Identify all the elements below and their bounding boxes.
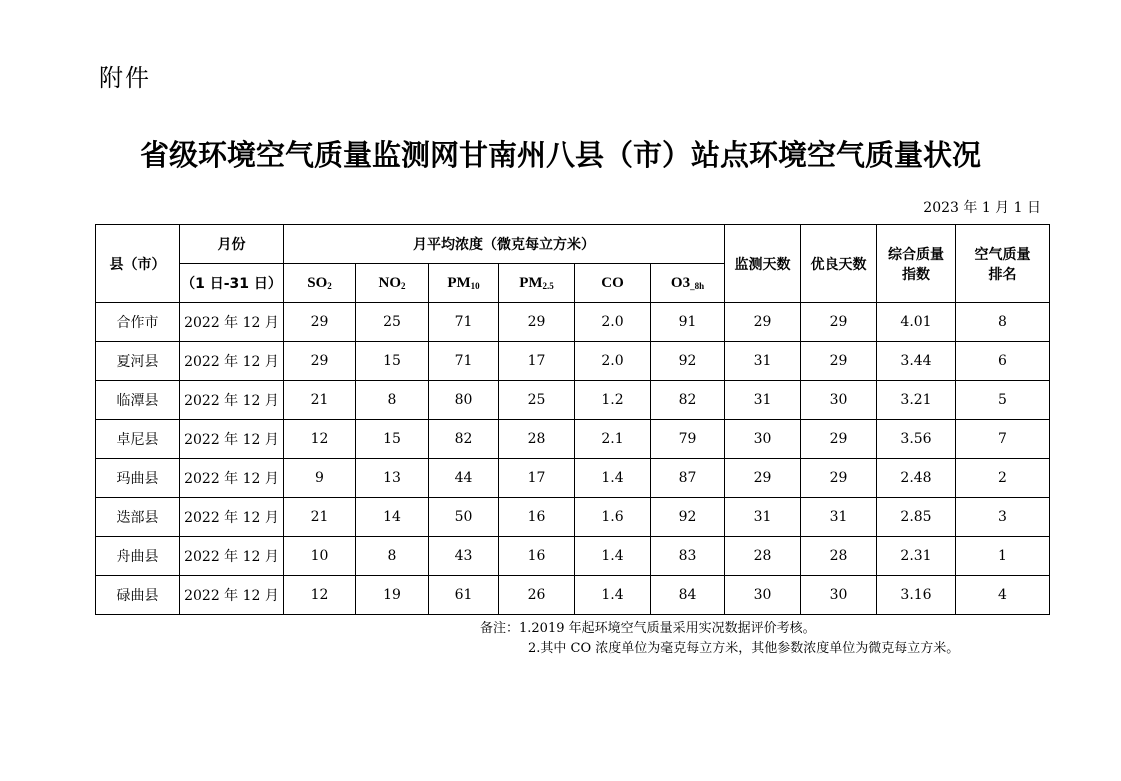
table-row — [96, 537, 1050, 576]
note-line-1: 备注：1.2019 年起环境空气质量采用实况数据评价考核。 — [480, 621, 816, 636]
cell-co: 1.4 — [575, 537, 651, 576]
cell-month: 2022 年 12 月 — [180, 459, 284, 498]
cell-no2: 8 — [356, 381, 429, 420]
cell-monitor: 31 — [725, 342, 801, 381]
cell-good: 29 — [801, 342, 877, 381]
document-date: 2023 年 1 月 1 日 — [923, 200, 1041, 216]
cell-so2: 29 — [284, 342, 356, 381]
cell-o3: 91 — [651, 303, 725, 342]
cell-monitor: 29 — [725, 303, 801, 342]
cell-good: 31 — [801, 498, 877, 537]
cell-o3: 92 — [651, 498, 725, 537]
cell-o3: 87 — [651, 459, 725, 498]
cell-o3: 92 — [651, 342, 725, 381]
cell-county: 迭部县 — [96, 498, 180, 537]
cell-monitor: 30 — [725, 576, 801, 615]
cell-pm10: 43 — [429, 537, 499, 576]
cell-pm10: 80 — [429, 381, 499, 420]
cell-county: 夏河县 — [96, 342, 180, 381]
header-param-o3 — [651, 264, 725, 303]
cell-monitor: 29 — [725, 459, 801, 498]
cell-county: 合作市 — [96, 303, 180, 342]
cell-county: 卓尼县 — [96, 420, 180, 459]
cell-no2: 14 — [356, 498, 429, 537]
header-monitor-days: 监测天数 — [725, 225, 801, 303]
cell-rank: 4 — [956, 576, 1050, 615]
header-good-days: 优良天数 — [801, 225, 877, 303]
cell-pm10: 50 — [429, 498, 499, 537]
cell-county: 舟曲县 — [96, 537, 180, 576]
header-month: 月份 — [180, 225, 284, 264]
header-param-subscript: 2 — [327, 280, 332, 291]
cell-no2: 8 — [356, 537, 429, 576]
air-quality-table — [95, 224, 1050, 615]
cell-county: 临潭县 — [96, 381, 180, 420]
cell-index: 3.56 — [877, 420, 956, 459]
cell-county: 玛曲县 — [96, 459, 180, 498]
cell-rank: 5 — [956, 381, 1050, 420]
cell-pm25: 28 — [499, 420, 575, 459]
cell-co: 1.4 — [575, 459, 651, 498]
header-quality-index-line2: 指数 — [902, 266, 930, 283]
cell-pm10: 82 — [429, 420, 499, 459]
cell-index: 4.01 — [877, 303, 956, 342]
cell-good: 30 — [801, 381, 877, 420]
cell-pm10: 44 — [429, 459, 499, 498]
cell-month: 2022 年 12 月 — [180, 576, 284, 615]
cell-o3: 83 — [651, 537, 725, 576]
header-month-range: （1 日-31 日） — [180, 264, 284, 303]
cell-rank: 2 — [956, 459, 1050, 498]
table-row — [96, 381, 1050, 420]
notes — [480, 619, 959, 659]
cell-so2: 21 — [284, 381, 356, 420]
table-row — [96, 459, 1050, 498]
cell-rank: 7 — [956, 420, 1050, 459]
document-title: 省级环境空气质量监测网甘南州八县（市）站点环境空气质量状况 — [139, 138, 981, 172]
cell-month: 2022 年 12 月 — [180, 381, 284, 420]
cell-co: 2.1 — [575, 420, 651, 459]
cell-index: 2.48 — [877, 459, 956, 498]
cell-good: 30 — [801, 576, 877, 615]
cell-so2: 9 — [284, 459, 356, 498]
header-param-subscript: 2.5 — [542, 280, 554, 291]
header-rank — [956, 225, 1050, 303]
cell-monitor: 31 — [725, 381, 801, 420]
cell-so2: 12 — [284, 420, 356, 459]
table-row — [96, 576, 1050, 615]
header-param-co — [575, 264, 651, 303]
cell-pm25: 16 — [499, 537, 575, 576]
cell-no2: 13 — [356, 459, 429, 498]
header-rank-line1: 空气质量 — [974, 246, 1031, 263]
cell-index: 2.31 — [877, 537, 956, 576]
note-line-2: 2.其中 CO 浓度单位为毫克每立方米，其他参数浓度单位为微克每立方米。 — [528, 641, 960, 656]
header-param-base: NO — [378, 274, 401, 291]
cell-month: 2022 年 12 月 — [180, 537, 284, 576]
cell-rank: 8 — [956, 303, 1050, 342]
table-row — [96, 498, 1050, 537]
cell-pm25: 16 — [499, 498, 575, 537]
cell-pm10: 71 — [429, 342, 499, 381]
header-param-base: O3 — [670, 274, 691, 291]
cell-o3: 84 — [651, 576, 725, 615]
cell-month: 2022 年 12 月 — [180, 420, 284, 459]
header-param-base: PM — [447, 274, 471, 291]
header-avg-concentration: 月平均浓度（微克每立方米） — [284, 225, 725, 264]
cell-so2: 10 — [284, 537, 356, 576]
cell-month: 2022 年 12 月 — [180, 342, 284, 381]
cell-no2: 25 — [356, 303, 429, 342]
header-param-no2 — [356, 264, 429, 303]
header-param-subscript: 2 — [401, 280, 406, 291]
table-row — [96, 342, 1050, 381]
cell-pm25: 17 — [499, 459, 575, 498]
cell-county: 碌曲县 — [96, 576, 180, 615]
header-quality-index-line1: 综合质量 — [888, 246, 944, 263]
cell-no2: 15 — [356, 342, 429, 381]
cell-co: 2.0 — [575, 303, 651, 342]
cell-good: 29 — [801, 459, 877, 498]
cell-pm10: 71 — [429, 303, 499, 342]
cell-o3: 79 — [651, 420, 725, 459]
cell-rank: 3 — [956, 498, 1050, 537]
header-quality-index — [877, 225, 956, 303]
header-param-so2 — [284, 264, 356, 303]
cell-index: 3.16 — [877, 576, 956, 615]
cell-pm25: 29 — [499, 303, 575, 342]
cell-so2: 29 — [284, 303, 356, 342]
header-param-subscript: 10 — [470, 280, 480, 291]
cell-co: 1.4 — [575, 576, 651, 615]
header-county: 县（市） — [96, 225, 180, 303]
cell-no2: 15 — [356, 420, 429, 459]
cell-no2: 19 — [356, 576, 429, 615]
cell-co: 1.6 — [575, 498, 651, 537]
cell-rank: 6 — [956, 342, 1050, 381]
cell-rank: 1 — [956, 537, 1050, 576]
table-row — [96, 303, 1050, 342]
header-param-pm10 — [429, 264, 499, 303]
attachment-label: 附件 — [99, 64, 151, 92]
cell-o3: 82 — [651, 381, 725, 420]
header-param-base: CO — [601, 274, 624, 291]
cell-pm10: 61 — [429, 576, 499, 615]
cell-index: 2.85 — [877, 498, 956, 537]
header-param-base: PM — [519, 274, 543, 291]
cell-good: 29 — [801, 420, 877, 459]
cell-month: 2022 年 12 月 — [180, 303, 284, 342]
cell-index: 3.44 — [877, 342, 956, 381]
header-rank-line2: 排名 — [988, 266, 1017, 283]
header-param-subscript: _8h — [690, 280, 705, 291]
cell-index: 3.21 — [877, 381, 956, 420]
cell-pm25: 26 — [499, 576, 575, 615]
cell-monitor: 28 — [725, 537, 801, 576]
cell-good: 28 — [801, 537, 877, 576]
cell-pm25: 17 — [499, 342, 575, 381]
header-param-pm25 — [499, 264, 575, 303]
cell-co: 2.0 — [575, 342, 651, 381]
cell-co: 1.2 — [575, 381, 651, 420]
cell-so2: 12 — [284, 576, 356, 615]
header-param-base: SO — [307, 274, 328, 291]
cell-monitor: 31 — [725, 498, 801, 537]
cell-monitor: 30 — [725, 420, 801, 459]
cell-pm25: 25 — [499, 381, 575, 420]
table-row — [96, 420, 1050, 459]
cell-good: 29 — [801, 303, 877, 342]
cell-so2: 21 — [284, 498, 356, 537]
cell-month: 2022 年 12 月 — [180, 498, 284, 537]
